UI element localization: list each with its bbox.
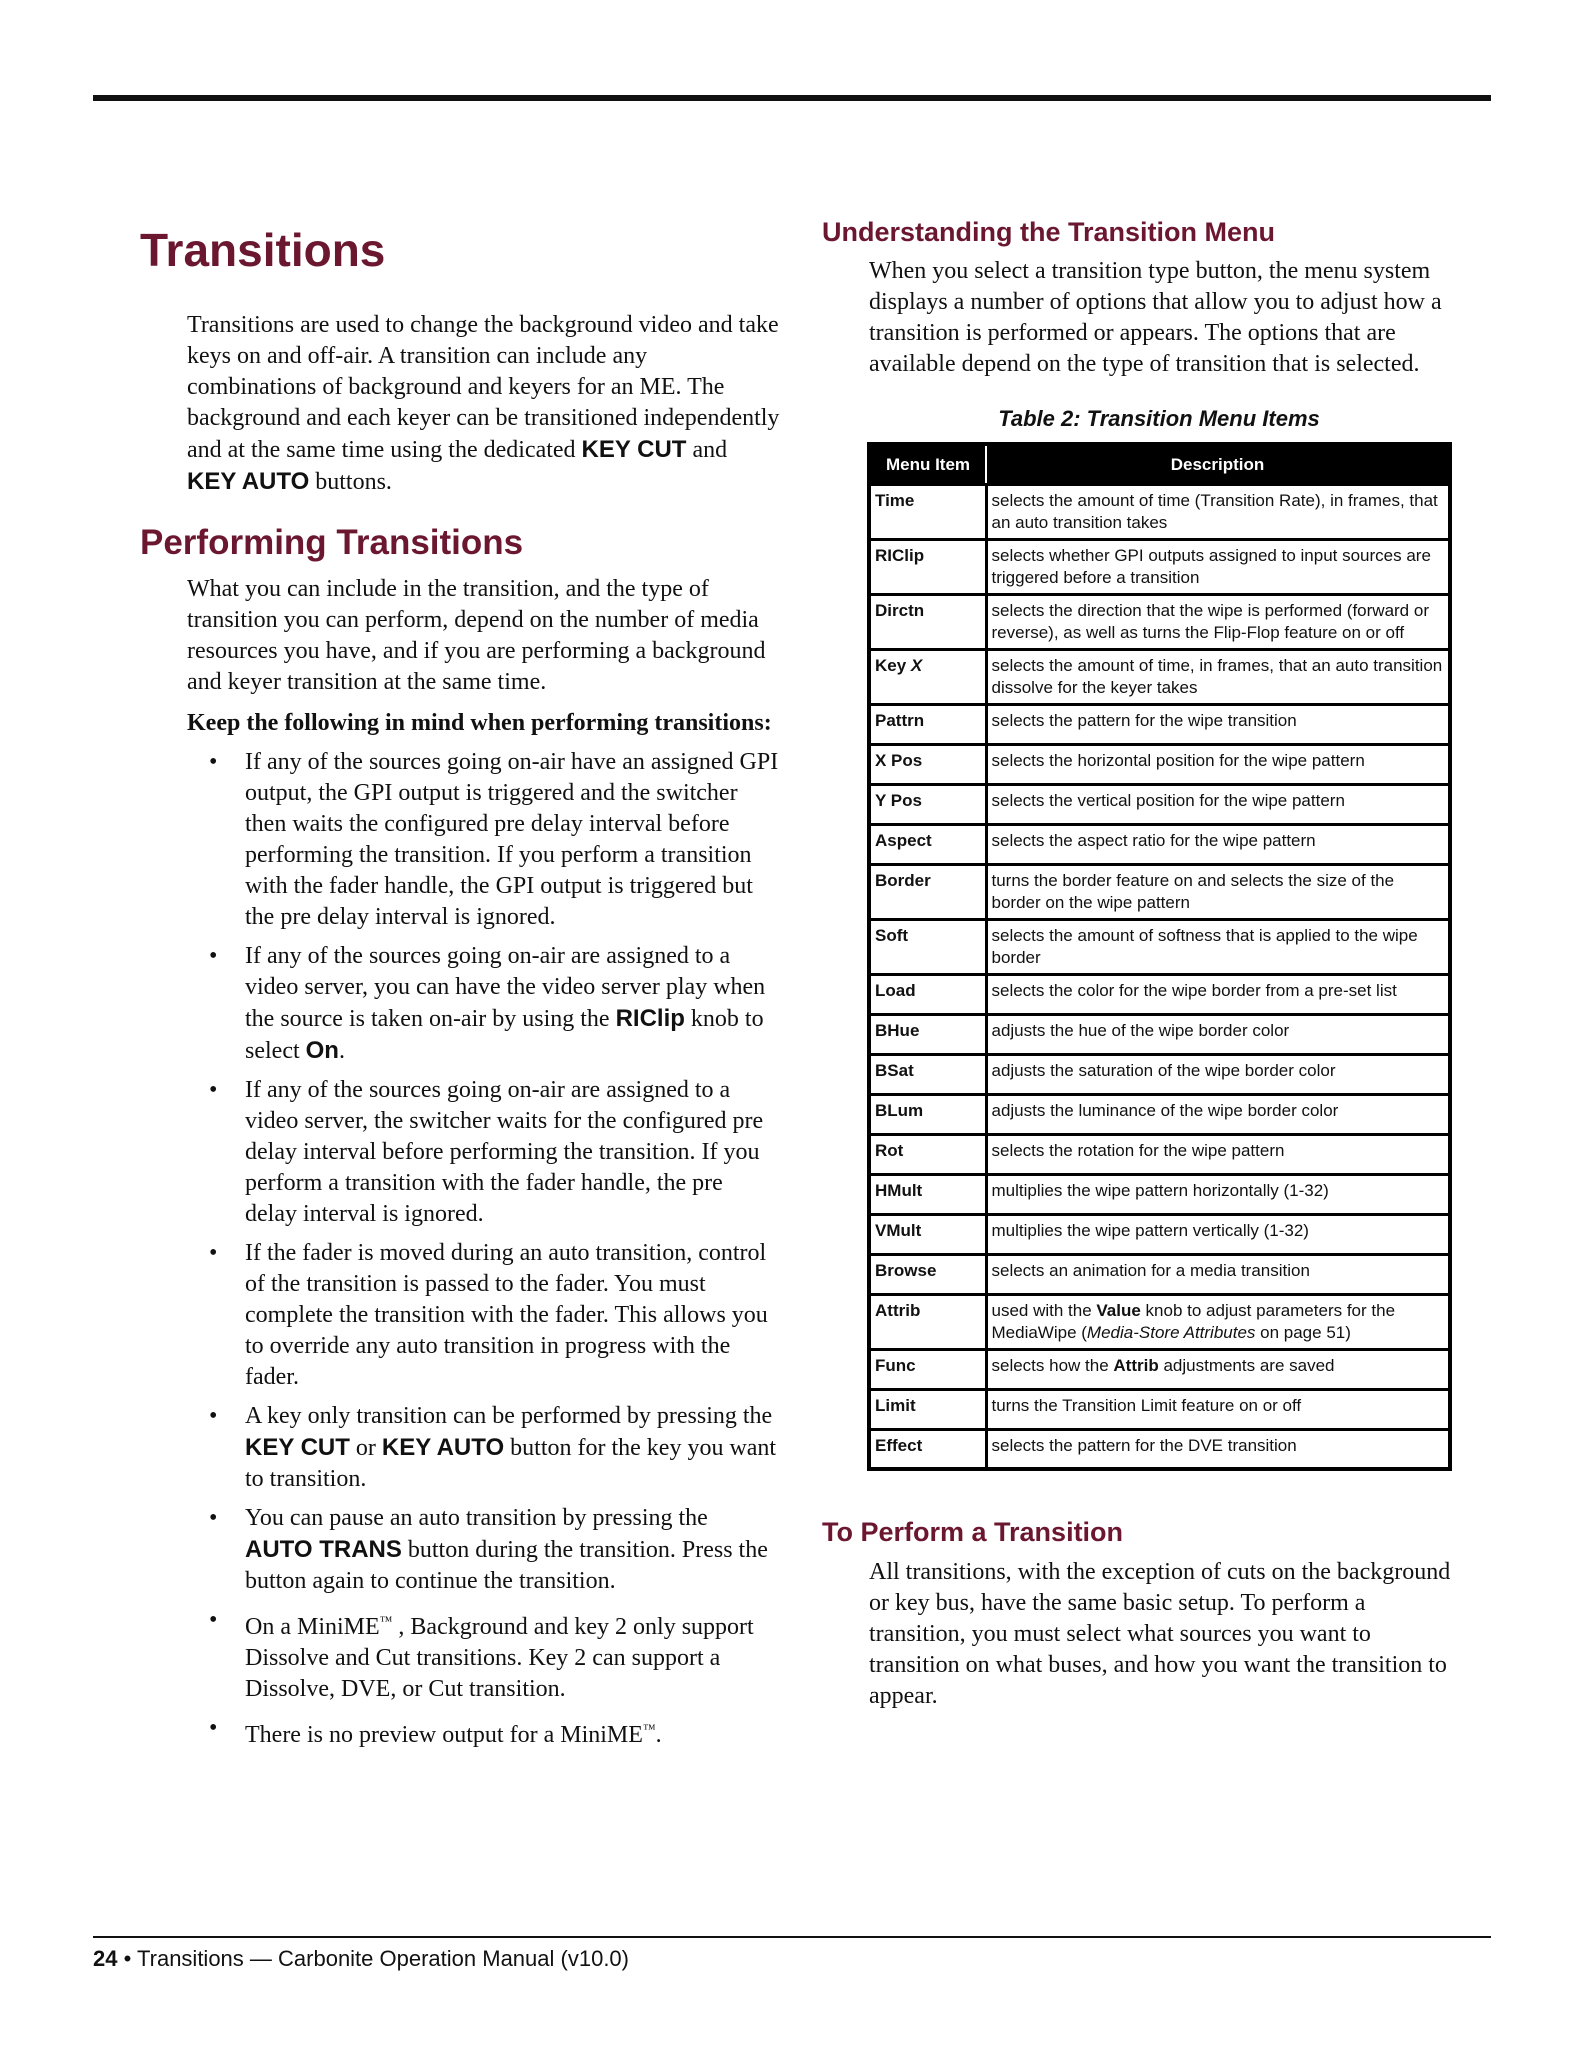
table-row: Time selects the amount of time (Transition Rate), in frames, that an auto transition takes bbox=[869, 484, 1450, 539]
page-title: Transitions bbox=[140, 224, 386, 276]
table-row: Limit turns the Transition Limit feature on or off bbox=[869, 1389, 1450, 1429]
page-number: 24 bbox=[93, 1946, 118, 1971]
list-item: • On a MiniME™ , Background and key 2 only support Dissolve and Cut transitions. Key 2 can support a Dissolve, DVE, or Cut transition. bbox=[209, 1606, 754, 1702]
table-caption: Table 2: Transition Menu Items bbox=[998, 406, 1320, 432]
intro-paragraph: Transitions are used to change the background video and take keys on and off-air. A transition can include any combinations of background and keyers for an ME. The background and each keyer can be transitioned independently and at the same time using the dedicated KEY CUT and KEY AUTO buttons. bbox=[187, 311, 780, 495]
section-title-perform: To Perform a Transition bbox=[822, 1517, 1124, 1548]
table-row: HMult multiplies the wipe pattern horizontally (1-32) bbox=[869, 1174, 1450, 1214]
table-row: Aspect selects the aspect ratio for the wipe pattern bbox=[869, 824, 1450, 864]
key-cut-term: KEY CUT bbox=[581, 435, 687, 463]
list-item: • If any of the sources going on-air have an assigned GPI output, the GPI output is triggered and the switcher then waits the configured pre delay interval before performing the transition. If you perform a transition with the fader handle, the GPI output is triggered but the pre delay interval is ignored. bbox=[209, 748, 779, 930]
table-row: Rot selects the rotation for the wipe pattern bbox=[869, 1134, 1450, 1174]
perform-paragraph: All transitions, with the exception of cuts on the background or key bus, have the same basic setup. To perform a transition, you must select what sources you want to transition on what buses, and how you want the transition to appear. bbox=[869, 1558, 1451, 1709]
list-item: • You can pause an auto transition by pressing the AUTO TRANS button during the transition. Press the button again to continue the transition. bbox=[209, 1504, 768, 1594]
understanding-paragraph: When you select a transition type button, the menu system displays a number of options that allow you to adjust how a transition is performed or appears. The options that are available depend on the type of transition that is selected. bbox=[869, 258, 1442, 378]
list-item: • If any of the sources going on-air are assigned to a video server, you can have the video server play when the source is taken on-air by using the RIClip knob to select On. bbox=[209, 942, 766, 1064]
section-title-performing: Performing Transitions bbox=[140, 522, 524, 562]
considerations-list bbox=[187, 747, 780, 1751]
table-row: Attrib used with the Value knob to adjust parameters for the MediaWipe (Media-Store Attributes on page 51) bbox=[869, 1294, 1450, 1349]
table-row: Border turns the border feature on and selects the size of the border on the wipe pattern bbox=[869, 864, 1450, 919]
table-row: Func selects how the Attrib adjustments are saved bbox=[869, 1349, 1450, 1389]
keep-in-mind-lead: Keep the following in mind when performing transitions: bbox=[187, 709, 772, 736]
bottom-rule bbox=[93, 1936, 1491, 1938]
table-row: Key X selects the amount of time, in frames, that an auto transition dissolve for the keyer takes bbox=[869, 649, 1450, 704]
key-auto-term: KEY AUTO bbox=[187, 467, 310, 495]
table-row: BSat adjusts the saturation of the wipe border color bbox=[869, 1054, 1450, 1094]
table-row: BHue adjusts the hue of the wipe border color bbox=[869, 1014, 1450, 1054]
table-row: Y Pos selects the vertical position for the wipe pattern bbox=[869, 784, 1450, 824]
list-item: • If any of the sources going on-air are assigned to a video server, the switcher waits for the configured pre delay interval before performing the transition. If you perform a transition with the fader handle, the pre delay interval is ignored. bbox=[209, 1076, 764, 1227]
table-row: Effect selects the pattern for the DVE transition bbox=[869, 1429, 1450, 1469]
table-row: Pattrn selects the pattern for the wipe transition bbox=[869, 704, 1450, 744]
table-row: Dirctn selects the direction that the wipe is performed (forward or reverse), as well as turns the Flip-Flop feature on or off bbox=[869, 594, 1450, 649]
list-item: • If the fader is moved during an auto transition, control of the transition is passed to the fader. You must complete the transition with the fader. This allows you to override any auto transition in progress with the fader. bbox=[209, 1239, 768, 1390]
table-row: Browse selects an animation for a media transition bbox=[869, 1254, 1450, 1294]
right-column bbox=[822, 216, 1462, 1712]
table-row: BLum adjusts the luminance of the wipe border color bbox=[869, 1094, 1450, 1134]
column-header-menu-item: Menu Item bbox=[869, 444, 986, 484]
transition-menu-table bbox=[867, 442, 1452, 1471]
top-rule bbox=[93, 95, 1491, 101]
table-row: Soft selects the amount of softness that is applied to the wipe border bbox=[869, 919, 1450, 974]
list-item: • A key only transition can be performed by pressing the KEY CUT or KEY AUTO button for the key you want to transition. bbox=[209, 1402, 777, 1492]
page-footer: 24 • Transitions — Carbonite Operation Manual (v10.0) bbox=[93, 1946, 629, 1971]
footer-text: Transitions — Carbonite Operation Manual (v10.0) bbox=[137, 1946, 629, 1971]
column-header-description: Description bbox=[986, 444, 1450, 484]
table-row: X Pos selects the horizontal position for the wipe pattern bbox=[869, 744, 1450, 784]
section-title-understanding: Understanding the Transition Menu bbox=[822, 217, 1276, 247]
performing-paragraph: What you can include in the transition, and the type of transition you can perform, depend on the number of media resources you have, and if you are performing a background and keyer transition at the same time. bbox=[187, 575, 766, 695]
left-column bbox=[140, 225, 780, 1759]
list-item: • There is no preview output for a MiniME™. bbox=[209, 1714, 662, 1748]
table-row: RIClip selects whether GPI outputs assigned to input sources are triggered before a transition bbox=[869, 539, 1450, 594]
table-row: Load selects the color for the wipe border from a pre-set list bbox=[869, 974, 1450, 1014]
table-row: VMult multiplies the wipe pattern vertically (1-32) bbox=[869, 1214, 1450, 1254]
